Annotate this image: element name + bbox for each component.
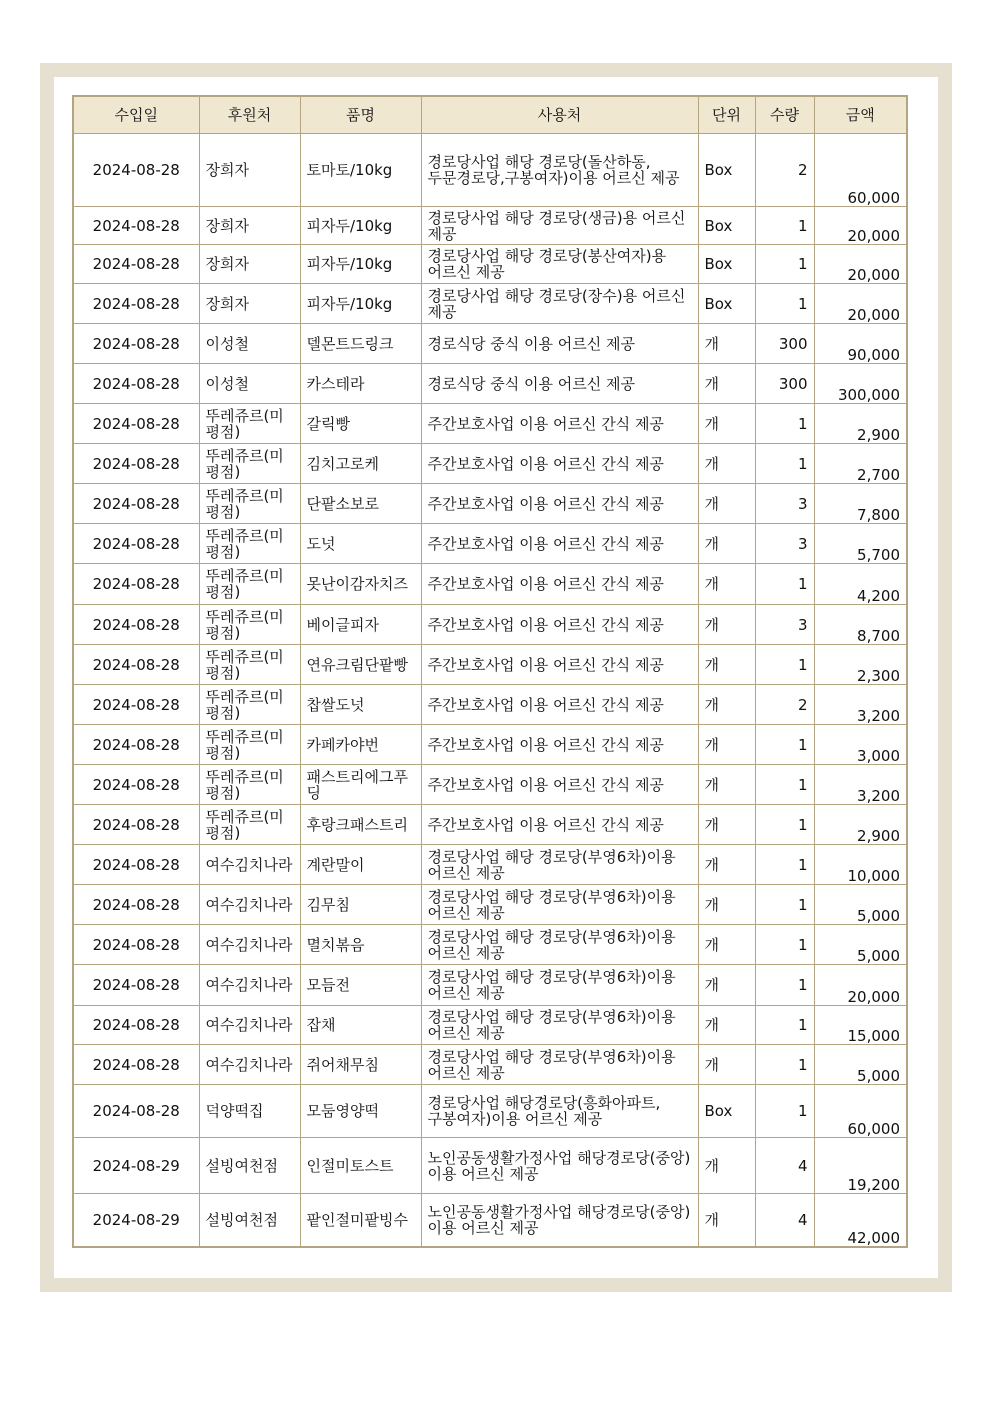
cell-unit: 개	[698, 765, 755, 805]
cell-donor: 뚜레쥬르(미평점)	[199, 564, 300, 605]
cell-qty: 1	[755, 845, 814, 885]
table-row	[73, 885, 907, 925]
table-row	[73, 364, 907, 404]
cell-donor: 뚜레쥬르(미평점)	[199, 404, 300, 444]
cell-amount: 3,000	[814, 725, 907, 765]
cell-item: 김치고로케	[300, 444, 421, 484]
header-item: 품명	[300, 96, 421, 134]
table-row	[73, 484, 907, 524]
cell-usage: 경로식당 중식 이용 어르신 제공	[421, 364, 698, 404]
cell-donor: 설빙여천점	[199, 1138, 300, 1194]
cell-usage: 경로당사업 해당 경로당(돌산하동, 두문경로당,구봉여자)이용 어르신 제공	[421, 134, 698, 207]
cell-date: 2024-08-28	[73, 245, 199, 284]
cell-qty: 1	[755, 1045, 814, 1085]
cell-donor: 여수김치나라	[199, 965, 300, 1006]
cell-item: 잡채	[300, 1006, 421, 1045]
cell-amount: 2,300	[814, 645, 907, 685]
cell-qty: 1	[755, 645, 814, 685]
cell-donor: 뚜레쥬르(미평점)	[199, 645, 300, 685]
cell-donor: 뚜레쥬르(미평점)	[199, 524, 300, 564]
cell-qty: 1	[755, 965, 814, 1006]
table-row	[73, 805, 907, 845]
cell-unit: 개	[698, 1006, 755, 1045]
cell-donor: 설빙여천점	[199, 1194, 300, 1247]
table-row	[73, 765, 907, 805]
cell-item: 멸치볶음	[300, 925, 421, 965]
cell-qty: 3	[755, 484, 814, 524]
cell-date: 2024-08-28	[73, 134, 199, 207]
cell-usage: 노인공동생활가정사업 해당경로당(중앙)이용 어르신 제공	[421, 1138, 698, 1194]
cell-date: 2024-08-28	[73, 484, 199, 524]
cell-unit: 개	[698, 404, 755, 444]
cell-qty: 1	[755, 564, 814, 605]
cell-item: 토마토/10kg	[300, 134, 421, 207]
table-row	[73, 324, 907, 364]
cell-qty: 4	[755, 1138, 814, 1194]
cell-usage: 주간보호사업 이용 어르신 간식 제공	[421, 404, 698, 444]
cell-date: 2024-08-28	[73, 444, 199, 484]
cell-donor: 뚜레쥬르(미평점)	[199, 805, 300, 845]
table-row	[73, 284, 907, 324]
cell-usage: 경로당사업 해당 경로당(생금)용 어르신 제공	[421, 207, 698, 245]
cell-usage: 경로당사업 해당 경로당(부영6차)이용 어르신 제공	[421, 845, 698, 885]
cell-unit: 개	[698, 845, 755, 885]
cell-qty: 1	[755, 805, 814, 845]
cell-usage: 경로당사업 해당 경로당(장수)용 어르신 제공	[421, 284, 698, 324]
cell-unit: 개	[698, 484, 755, 524]
cell-item: 모듬전	[300, 965, 421, 1006]
cell-date: 2024-08-28	[73, 1085, 199, 1138]
cell-item: 찹쌀도넛	[300, 685, 421, 725]
cell-donor: 뚜레쥬르(미평점)	[199, 605, 300, 645]
cell-date: 2024-08-28	[73, 845, 199, 885]
cell-date: 2024-08-28	[73, 524, 199, 564]
cell-unit: 개	[698, 805, 755, 845]
cell-date: 2024-08-29	[73, 1194, 199, 1247]
cell-date: 2024-08-28	[73, 725, 199, 765]
cell-donor: 장희자	[199, 134, 300, 207]
cell-qty: 3	[755, 605, 814, 645]
table-row	[73, 605, 907, 645]
table-row	[73, 725, 907, 765]
cell-donor: 장희자	[199, 245, 300, 284]
table-row	[73, 965, 907, 1006]
cell-amount: 2,900	[814, 805, 907, 845]
cell-amount: 60,000	[814, 1085, 907, 1138]
cell-item: 모둠영양떡	[300, 1085, 421, 1138]
cell-date: 2024-08-28	[73, 965, 199, 1006]
table-row	[73, 524, 907, 564]
cell-amount: 19,200	[814, 1138, 907, 1194]
table-row	[73, 404, 907, 444]
cell-unit: 개	[698, 444, 755, 484]
cell-amount: 60,000	[814, 134, 907, 207]
cell-amount: 20,000	[814, 245, 907, 284]
cell-unit: 개	[698, 965, 755, 1006]
cell-unit: 개	[698, 725, 755, 765]
header-donor: 후원처	[199, 96, 300, 134]
cell-usage: 주간보호사업 이용 어르신 간식 제공	[421, 564, 698, 605]
cell-item: 피자두/10kg	[300, 284, 421, 324]
cell-date: 2024-08-28	[73, 564, 199, 605]
cell-date: 2024-08-28	[73, 885, 199, 925]
table-row	[73, 444, 907, 484]
cell-qty: 2	[755, 685, 814, 725]
cell-amount: 90,000	[814, 324, 907, 364]
header-row	[73, 96, 907, 134]
cell-item: 김무침	[300, 885, 421, 925]
cell-donor: 장희자	[199, 207, 300, 245]
cell-qty: 1	[755, 925, 814, 965]
table-row	[73, 645, 907, 685]
cell-qty: 2	[755, 134, 814, 207]
cell-qty: 1	[755, 1006, 814, 1045]
cell-unit: Box	[698, 134, 755, 207]
cell-qty: 1	[755, 885, 814, 925]
cell-donor: 여수김치나라	[199, 845, 300, 885]
cell-item: 단팥소보로	[300, 484, 421, 524]
cell-amount: 4,200	[814, 564, 907, 605]
cell-donor: 뚜레쥬르(미평점)	[199, 484, 300, 524]
cell-donor: 장희자	[199, 284, 300, 324]
cell-amount: 15,000	[814, 1006, 907, 1045]
cell-donor: 뚜레쥬르(미평점)	[199, 765, 300, 805]
cell-amount: 42,000	[814, 1194, 907, 1247]
cell-amount: 5,000	[814, 885, 907, 925]
cell-usage: 노인공동생활가정사업 해당경로당(중앙)이용 어르신 제공	[421, 1194, 698, 1247]
cell-amount: 20,000	[814, 284, 907, 324]
cell-donor: 덕양떡집	[199, 1085, 300, 1138]
cell-unit: 개	[698, 1194, 755, 1247]
cell-date: 2024-08-28	[73, 805, 199, 845]
cell-qty: 1	[755, 1085, 814, 1138]
cell-qty: 4	[755, 1194, 814, 1247]
table-row	[73, 685, 907, 725]
table-row	[73, 245, 907, 284]
cell-usage: 주간보호사업 이용 어르신 간식 제공	[421, 685, 698, 725]
cell-qty: 1	[755, 444, 814, 484]
cell-donor: 여수김치나라	[199, 1006, 300, 1045]
cell-unit: 개	[698, 605, 755, 645]
table-row	[73, 207, 907, 245]
table-body	[73, 134, 907, 1247]
cell-item: 피자두/10kg	[300, 207, 421, 245]
cell-amount: 2,700	[814, 444, 907, 484]
cell-unit: 개	[698, 885, 755, 925]
cell-donor: 뚜레쥬르(미평점)	[199, 725, 300, 765]
table-row	[73, 1006, 907, 1045]
cell-amount: 5,000	[814, 1045, 907, 1085]
cell-usage: 경로당사업 해당 경로당(부영6차)이용 어르신 제공	[421, 1045, 698, 1085]
header-qty: 수량	[755, 96, 814, 134]
cell-date: 2024-08-28	[73, 324, 199, 364]
cell-item: 델몬트드링크	[300, 324, 421, 364]
cell-usage: 주간보호사업 이용 어르신 간식 제공	[421, 444, 698, 484]
cell-date: 2024-08-28	[73, 765, 199, 805]
cell-unit: 개	[698, 324, 755, 364]
cell-amount: 20,000	[814, 207, 907, 245]
cell-item: 패스트리에그푸딩	[300, 765, 421, 805]
cell-date: 2024-08-28	[73, 645, 199, 685]
header-unit: 단위	[698, 96, 755, 134]
cell-usage: 경로당사업 해당 경로당(봉산여자)용 어르신 제공	[421, 245, 698, 284]
cell-unit: 개	[698, 645, 755, 685]
cell-item: 연유크림단팥빵	[300, 645, 421, 685]
cell-donor: 뚜레쥬르(미평점)	[199, 444, 300, 484]
cell-item: 카페카야번	[300, 725, 421, 765]
cell-date: 2024-08-28	[73, 207, 199, 245]
cell-unit: 개	[698, 364, 755, 404]
cell-usage: 주간보호사업 이용 어르신 간식 제공	[421, 805, 698, 845]
cell-amount: 5,000	[814, 925, 907, 965]
cell-amount: 10,000	[814, 845, 907, 885]
table-row	[73, 925, 907, 965]
table-row	[73, 1194, 907, 1247]
cell-usage: 경로식당 중식 이용 어르신 제공	[421, 324, 698, 364]
cell-item: 못난이감자치즈	[300, 564, 421, 605]
cell-item: 팥인절미팥빙수	[300, 1194, 421, 1247]
cell-usage: 경로당사업 해당 경로당(부영6차)이용 어르신 제공	[421, 885, 698, 925]
cell-date: 2024-08-28	[73, 364, 199, 404]
donation-ledger-table	[72, 95, 908, 1248]
cell-donor: 여수김치나라	[199, 885, 300, 925]
cell-usage: 경로당사업 해당 경로당(부영6차)이용 어르신 제공	[421, 925, 698, 965]
cell-item: 베이글피자	[300, 605, 421, 645]
table-row	[73, 1138, 907, 1194]
header-usage: 사용처	[421, 96, 698, 134]
cell-qty: 3	[755, 524, 814, 564]
cell-donor: 이성철	[199, 364, 300, 404]
header-date: 수입일	[73, 96, 199, 134]
cell-qty: 1	[755, 284, 814, 324]
cell-qty: 300	[755, 324, 814, 364]
cell-qty: 1	[755, 245, 814, 284]
table-row	[73, 1045, 907, 1085]
table-row	[73, 564, 907, 605]
cell-date: 2024-08-28	[73, 284, 199, 324]
cell-donor: 여수김치나라	[199, 925, 300, 965]
cell-item: 계란말이	[300, 845, 421, 885]
cell-unit: 개	[698, 524, 755, 564]
cell-usage: 주간보호사업 이용 어르신 간식 제공	[421, 645, 698, 685]
cell-item: 도넛	[300, 524, 421, 564]
cell-date: 2024-08-28	[73, 685, 199, 725]
cell-qty: 1	[755, 404, 814, 444]
cell-amount: 3,200	[814, 685, 907, 725]
cell-unit: Box	[698, 1085, 755, 1138]
cell-qty: 300	[755, 364, 814, 404]
cell-item: 인절미토스트	[300, 1138, 421, 1194]
cell-date: 2024-08-28	[73, 1006, 199, 1045]
cell-amount: 2,900	[814, 404, 907, 444]
cell-usage: 경로당사업 해당 경로당(부영6차)이용 어르신 제공	[421, 1006, 698, 1045]
cell-date: 2024-08-28	[73, 925, 199, 965]
cell-qty: 1	[755, 207, 814, 245]
cell-donor: 뚜레쥬르(미평점)	[199, 685, 300, 725]
cell-item: 피자두/10kg	[300, 245, 421, 284]
cell-usage: 주간보호사업 이용 어르신 간식 제공	[421, 484, 698, 524]
cell-usage: 주간보호사업 이용 어르신 간식 제공	[421, 765, 698, 805]
cell-unit: 개	[698, 564, 755, 605]
cell-date: 2024-08-28	[73, 404, 199, 444]
cell-item: 쥐어채무침	[300, 1045, 421, 1085]
cell-unit: Box	[698, 284, 755, 324]
cell-unit: 개	[698, 685, 755, 725]
cell-item: 카스테라	[300, 364, 421, 404]
table-header	[73, 96, 907, 134]
cell-qty: 1	[755, 725, 814, 765]
cell-unit: Box	[698, 207, 755, 245]
cell-unit: Box	[698, 245, 755, 284]
cell-amount: 300,000	[814, 364, 907, 404]
cell-amount: 7,800	[814, 484, 907, 524]
cell-usage: 주간보호사업 이용 어르신 간식 제공	[421, 605, 698, 645]
cell-usage: 경로당사업 해당경로당(흥화아파트, 구봉여자)이용 어르신 제공	[421, 1085, 698, 1138]
cell-unit: 개	[698, 1138, 755, 1194]
cell-amount: 3,200	[814, 765, 907, 805]
table-row	[73, 1085, 907, 1138]
cell-amount: 20,000	[814, 965, 907, 1006]
cell-date: 2024-08-29	[73, 1138, 199, 1194]
cell-donor: 이성철	[199, 324, 300, 364]
table-row	[73, 845, 907, 885]
cell-amount: 8,700	[814, 605, 907, 645]
cell-amount: 5,700	[814, 524, 907, 564]
cell-unit: 개	[698, 1045, 755, 1085]
cell-usage: 경로당사업 해당 경로당(부영6차)이용 어르신 제공	[421, 965, 698, 1006]
table-row	[73, 134, 907, 207]
cell-date: 2024-08-28	[73, 1045, 199, 1085]
header-amount: 금액	[814, 96, 907, 134]
cell-qty: 1	[755, 765, 814, 805]
cell-date: 2024-08-28	[73, 605, 199, 645]
cell-unit: 개	[698, 925, 755, 965]
cell-usage: 주간보호사업 이용 어르신 간식 제공	[421, 524, 698, 564]
cell-usage: 주간보호사업 이용 어르신 간식 제공	[421, 725, 698, 765]
cell-item: 갈릭빵	[300, 404, 421, 444]
cell-donor: 여수김치나라	[199, 1045, 300, 1085]
cell-item: 후랑크패스트리	[300, 805, 421, 845]
